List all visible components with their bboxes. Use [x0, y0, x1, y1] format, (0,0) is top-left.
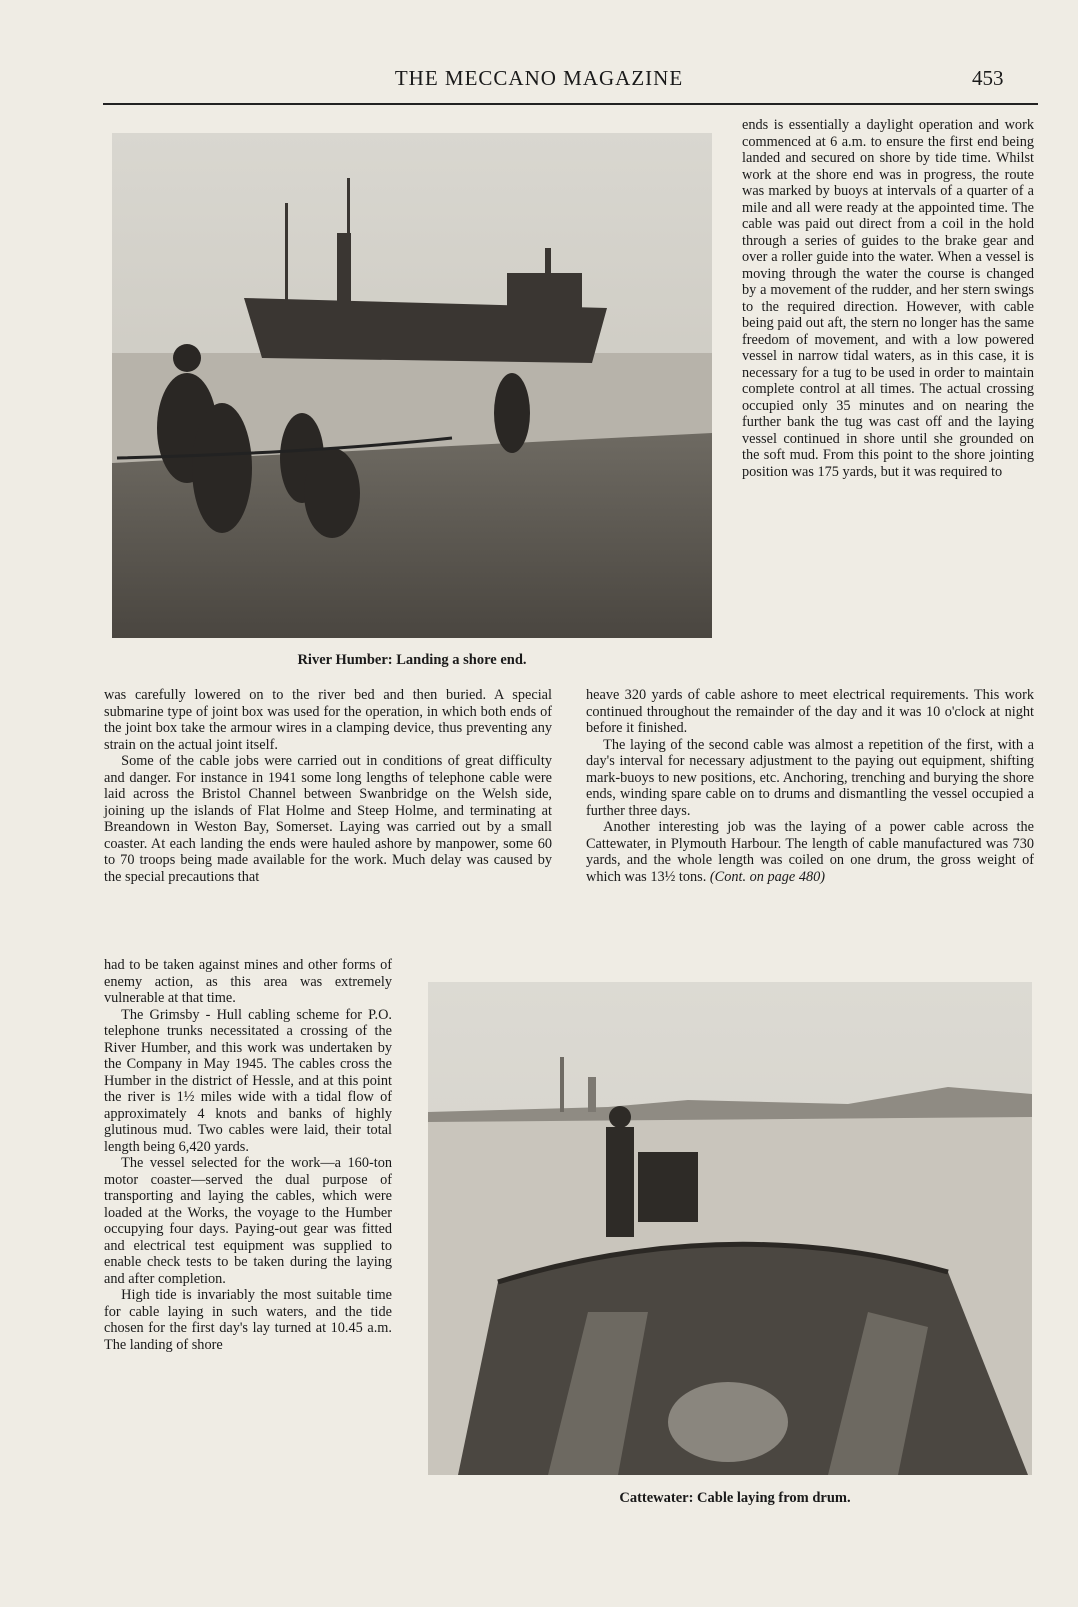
cattewater-caption: Cattewater: Cable laying from drum. [619, 1490, 851, 1506]
article-paragraph: High tide is invariably the most suitable time for cable laying in such waters, and the tide chosen for the first day's lay turned at 10.45 a.m. The landing of shore [104, 1287, 392, 1353]
page-number: 453 [972, 66, 1004, 90]
continuation-note: (Cont. on page 480) [709, 868, 826, 885]
article-paragraph: The laying of the second cable was almost a repetition of the first, with a day's interval for necessary adjustment to the paying out equipment, shifting mark-buoys to new positions, etc. Anchoring, trenching and burying the shore ends, winding spare cable on to drums and dismantling the vessel occupied a further three days. [586, 736, 1034, 819]
article-paragraph: Some of the cable jobs were carried out in conditions of great difficulty and danger. For instance in 1941 some long lengths of telephone cable were laid across the Bristol Channel between Swanbridge on the Welsh side, joining up the islands of Flat Holme and Steep Holme, and terminating at Breandown in Weston Bay, Somerset. Laying was carried out by a small coaster. At each landing the ends were hauled ashore by manpower, some 60 to 70 troops being made available for the work. Much delay was caused by the special precautions that [104, 753, 552, 885]
river-humber-photo [112, 133, 712, 638]
cattewater-photo [428, 982, 1032, 1475]
article-sentence: Another interesting job was the laying of a power cable across the Cattewater, in Plymouth Harbour. The length of cable manufactured was 730 yards, and the whole length was coiled on one drum, the gross weight of which was 13½ tons. [586, 819, 1034, 885]
article-paragraph: The vessel selected for the work—a 160-ton motor coaster—served the dual purpose of transporting and laying the cables, which were loaded at the Works, the voyage to the Humber occupying four days. Paying-out gear was fitted and electrical test equipment was supplied to enable check tests to be taken during the laying and after completion. [104, 1155, 392, 1287]
article-text-left-mid [104, 687, 552, 885]
article-paragraph: The Grimsby - Hull cabling scheme for P.O. telephone trunks necessitated a crossing of the River Humber, and this work was undertaken by the Company in May 1945. The cables cross the Humber in the district of Hessle, and at this point the river is 1½ miles wide with a tidal flow of approximately 4 knots and banks of highly glutinous mud. Two cables were laid, their total length being 6,420 yards. [104, 1006, 392, 1155]
article-paragraph [586, 819, 1034, 885]
article-paragraph: heave 320 yards of cable ashore to meet electrical requirements. This work continued throughout the remainder of the day and it was 10 o'clock at night before it finished. [586, 687, 1034, 736]
article-paragraph: ends is essentially a daylight operation and work commenced at 6 a.m. to ensure the first end being landed and secured on shore by tide time. Whilst work at the shore end was in progress, the route was marked by buoys at intervals of a quarter of a mile and all were ready at the appointed time. The cable was paid out direct from a coil in the hold through a series of guides to the brake gear and over a roller guide into the water. When a vessel is moving through the water the course is changed by a movement of the rudder, and her stern swings to the required direction. However, with cable being paid out aft, the stern no longer has the same freedom of movement, and with a low powered vessel in narrow tidal waters, as in this case, it is necessary for a tug to be used in order to maintain complete control at all times. The actual crossing occupied only 35 minutes and on nearing the further bank the tug was cast off and the laying vessel continued in shore until she grounded on the soft mud. From this point to the shore jointing position was 175 yards, but it was required to [742, 117, 1034, 480]
article-text-left-narrow [104, 957, 392, 1353]
river-humber-caption: River Humber: Landing a shore end. [297, 652, 527, 668]
page-header-title: THE MECCANO MAGAZINE [394, 66, 684, 90]
article-paragraph: was carefully lowered on to the river bed and then buried. A special submarine type of joint box was used for the operation, in which both ends of the joint box take the armour wires in a clamping device, thus preventing any strain on the actual joint itself. [104, 687, 552, 753]
article-text-right-mid [586, 687, 1034, 885]
article-paragraph: had to be taken against mines and other forms of enemy action, as this area was extremely vulnerable at that time. [104, 957, 392, 1006]
header-rule [103, 103, 1038, 105]
river-humber-illustration [112, 133, 712, 638]
article-text-right-top [742, 117, 1034, 480]
cattewater-illustration [428, 982, 1032, 1475]
